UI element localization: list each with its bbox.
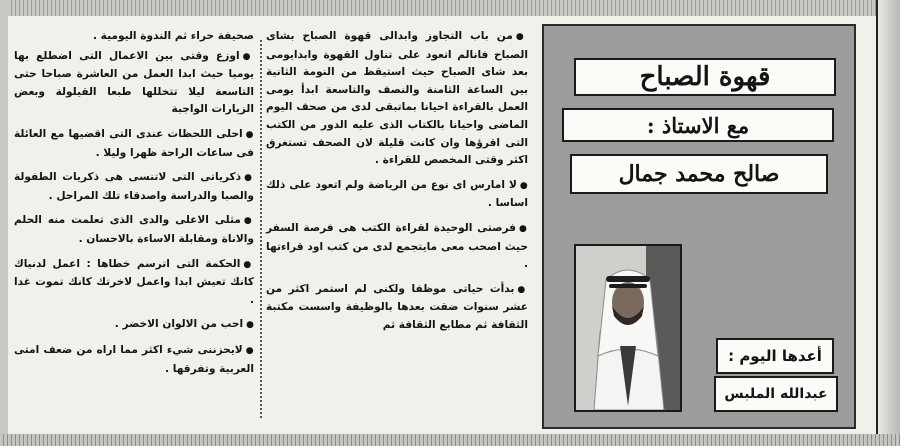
bullet-dot-icon: ●	[244, 173, 254, 184]
paragraph	[266, 220, 528, 274]
scan-border-top	[0, 0, 900, 16]
scan-border-right	[876, 0, 900, 446]
guest-photo	[574, 244, 682, 412]
column-divider	[260, 40, 262, 418]
continued-text: صحيفة حراء ثم الندوة اليومية .	[92, 30, 254, 42]
article-column-right	[266, 28, 528, 438]
with-label: مع الاستاذ :	[562, 108, 834, 142]
paragraph-text: ذكرياتى التى لاتنسى هى ذكريات الطفولة والصبا والدراسة واصدقاء تلك المراحل .	[14, 171, 254, 202]
bullet-dot-icon: ●	[245, 129, 254, 140]
bullet-dot-icon: ●	[242, 51, 254, 62]
paragraph-text: احلى اللحظات عندى التى اقضيها مع العائلة فى ساعات الراحة ظهرا وليلا .	[14, 127, 254, 159]
paragraph	[266, 28, 528, 170]
prepared-by-name: عبدالله الملبس	[714, 376, 838, 412]
article-header-panel	[542, 24, 856, 429]
paragraph-text: مثلى الاعلى والدى الذى تعلمت منه الحلم والاناة ومقابلة الاساءة بالاحسان .	[14, 214, 254, 245]
paragraph	[14, 169, 254, 205]
scan-border-left	[0, 0, 8, 446]
paragraph	[266, 281, 528, 335]
bullet-dot-icon: ●	[519, 180, 528, 191]
paragraph-text: احب من الالوان الاخضر .	[114, 318, 244, 331]
paragraph	[14, 342, 254, 378]
guest-name: صالح محمد جمال	[570, 154, 828, 194]
bullet-dot-icon: ●	[243, 259, 254, 270]
portrait-photo-icon	[576, 246, 680, 410]
bullet-dot-icon: ●	[515, 32, 528, 42]
paragraph-text: بدأت حياتى موظفا ولكنى لم استمر اكثر من عشر سنوات ضقت بعدها بالوظيفة واسست مكتبة الثقافة ثم مطابع الثقافة ثم	[266, 282, 528, 331]
paragraph-text: من باب التجاوز وابدالى قهوة الصباح بشاى الصباح فانالم اتعود على تناول القهوة وابدايومى بعد شاى الصباح حيث استيقظ من النومة الثانية بين الساعة الثامنة والنصف والتاسعة ابدأ يومى العمل بالقراءة احيانا بماتبقى لدى من صحف اليوم الماضى واحيانا بالكتاب الذى عليه الدور من الكتب التى اقرؤها وان كانت قليلة لان الصحف تستغرق اكثر وقتى المخصص للقراءة .	[266, 30, 528, 167]
paragraph	[14, 126, 254, 162]
article-title: قهوة الصباح	[574, 58, 836, 96]
bullet-dot-icon: ●	[246, 320, 254, 331]
paragraph	[14, 212, 254, 248]
paragraph	[266, 177, 528, 213]
bullet-dot-icon: ●	[519, 223, 528, 234]
paragraph-text: الحكمة التى اترسم خطاها : اعمل لدنياك كانك تعيش ابدا واعمل لاخرتك كانك تموت غدا .	[14, 257, 254, 306]
paragraph-text: لايحزننى شيء اكثر مما اراه من ضعف امتى العربية وتفرقها .	[14, 343, 254, 375]
bullet-dot-icon: ●	[517, 284, 528, 295]
paragraph	[14, 316, 254, 335]
paragraph	[14, 256, 254, 310]
bullet-dot-icon: ●	[243, 216, 254, 227]
scan-border-bottom	[0, 434, 900, 446]
paragraph-text: اوزع وقتى بين الاعمال التى اضطلع بها يوميا حيث ابدا العمل من العاشرة صباحا حتى التاسعة ليلا تتخللها طبعا القيلولة وبعض الزيارات الواجبة	[14, 49, 254, 116]
paragraph-text: فرصتى الوحيدة لقراءة الكتب هى فرصة السفر حيث اصحب معى مايتجمع لدى من كتب اود قراءتها .	[266, 221, 528, 271]
article-column-left	[14, 28, 254, 438]
prepared-by-label: أعدها اليوم :	[716, 338, 834, 374]
paragraph	[14, 48, 254, 119]
paragraph-text: لا امارس اى نوع من الرياضة ولم اتعود على ذلك اساسا .	[266, 178, 528, 210]
bullet-dot-icon: ●	[245, 345, 254, 356]
